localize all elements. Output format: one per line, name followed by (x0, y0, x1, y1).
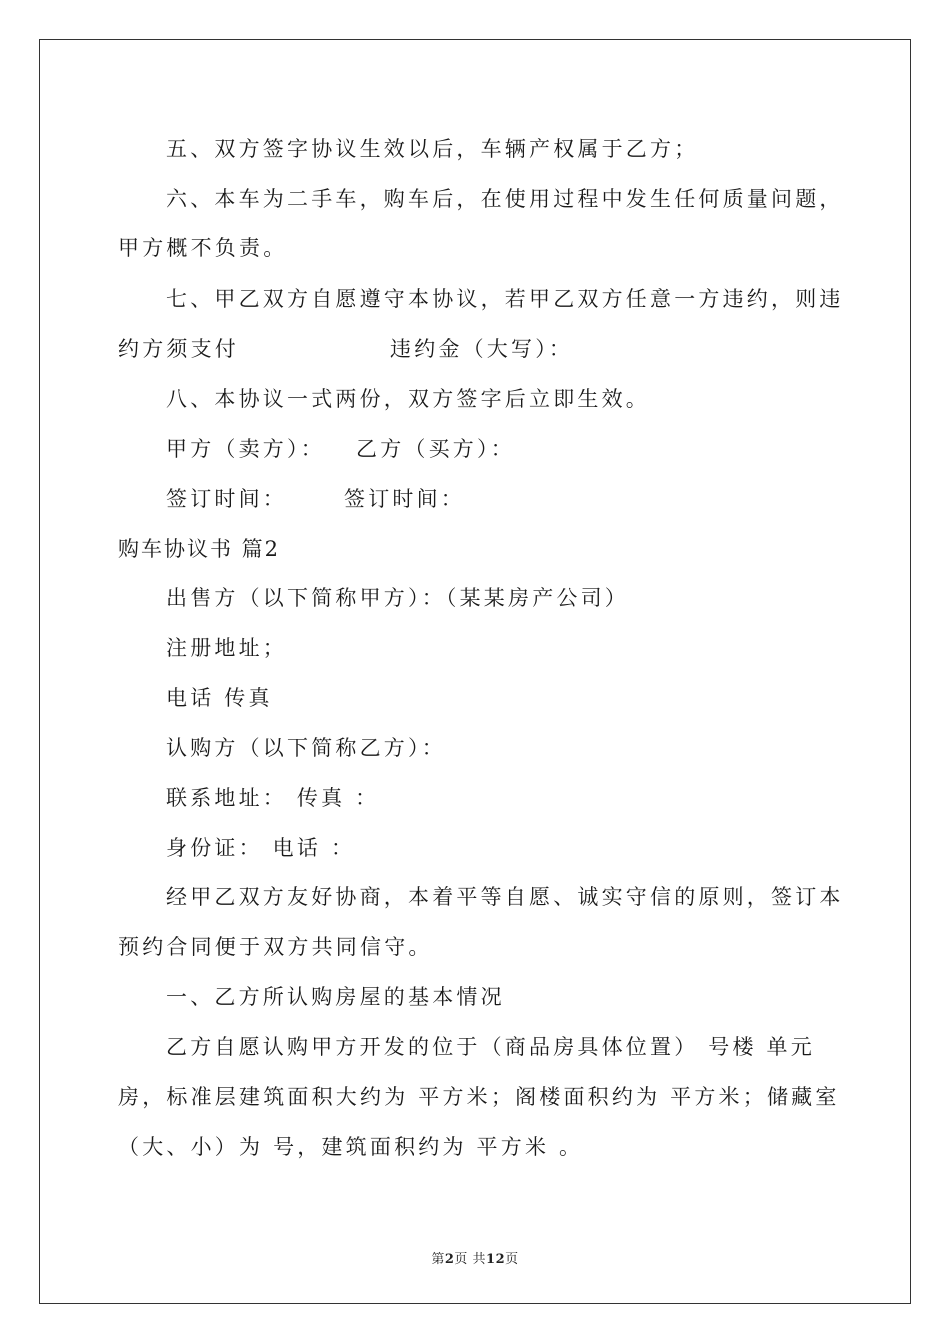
article-1-line-3: （大、小）为 号，建筑面积约为 平方米 。 (118, 1135, 584, 1159)
seller-signature-label: 甲方（卖方）： (166, 437, 325, 461)
footer-total-pages: 12 (486, 1252, 506, 1267)
footer-middle: 页 共 (454, 1252, 487, 1267)
clause-7-line-2a: 约方须支付 (118, 337, 239, 361)
preamble-line-1: 经甲乙双方友好协商，本着平等自愿、诚实守信的原则，签订本 (166, 885, 844, 909)
clause-6-line-1: 六、本车为二手车，购车后，在使用过程中发生任何质量问题， (166, 187, 844, 211)
footer-prefix: 第 (431, 1252, 445, 1267)
page-footer (0, 1248, 950, 1267)
preamble-line-2: 预约合同便于双方共同信守。 (118, 935, 433, 959)
clause-8: 八、本协议一式两份，双方签字后立即生效。 (166, 387, 650, 411)
clause-5: 五、双方签字协议生效以后，车辆产权属于乙方； (166, 137, 699, 161)
phone-fax: 电话 传真 (166, 686, 273, 710)
section-heading: 购车协议书 篇2 (118, 537, 281, 561)
page-border (39, 39, 911, 1304)
footer-page-number: 2 (444, 1252, 455, 1267)
article-1-line-1: 乙方自愿认购甲方开发的位于（商品房具体位置） 号楼 单元 (166, 1035, 815, 1059)
contact-address: 联系地址： 传真 ： (166, 786, 380, 810)
buyer-party: 认购方（以下简称乙方）： (166, 736, 446, 760)
clause-7-line-1: 七、甲乙双方自愿遵守本协议，若甲乙双方任意一方违约，则违 (166, 287, 844, 311)
id-card: 身份证： 电话 ： (166, 836, 356, 860)
buyer-signature-label: 乙方（买方）： (356, 437, 515, 461)
footer-suffix: 页 (505, 1252, 519, 1267)
article-1-heading: 一、乙方所认购房屋的基本情况 (166, 985, 505, 1009)
buyer-sign-date-label: 签订时间： (344, 487, 465, 511)
seller-party: 出售方（以下简称甲方）：（某某房产公司） (166, 586, 629, 610)
registered-address: 注册地址； (166, 636, 287, 660)
clause-7-line-2b: 违约金（大写）： (390, 337, 574, 361)
article-1-line-2: 房，标准层建筑面积大约为 平方米；阁楼面积约为 平方米；储藏室 (118, 1085, 840, 1109)
seller-sign-date-label: 签订时间： (166, 487, 287, 511)
clause-6-line-2: 甲方概不负责。 (118, 236, 288, 260)
